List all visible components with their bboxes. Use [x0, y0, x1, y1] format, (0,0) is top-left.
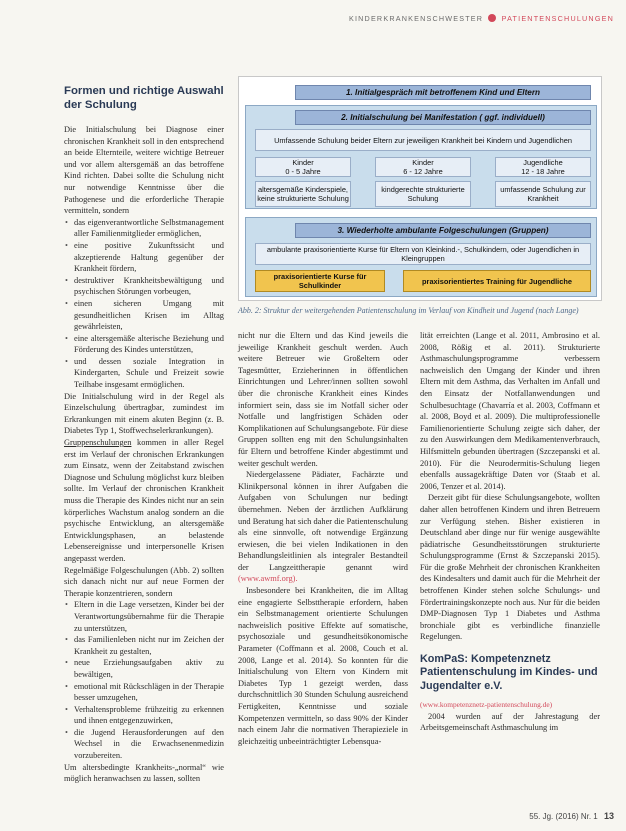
follow-up-school-children: praxisorientierte Kurse für Schulkinder: [255, 270, 385, 292]
age-group-box: Kinder 6 - 12 Jahre: [375, 157, 471, 177]
page-footer: [529, 811, 614, 821]
list-item: • Verhaltensprobleme frühzeitig zu erkennen und ihnen entgegenzuwirken,: [74, 704, 224, 727]
middle-column: [238, 330, 408, 747]
flowchart-figure: [238, 76, 602, 301]
page-number: 13: [603, 811, 614, 821]
paragraph-text: kommen in aller Regel erst im Verlauf der chronischen Erkrankungen zum Einsatz, wenn der Zeitabstand zwischen Diagnose und Schulung möglichst kurz bleiben sollte. Im Verlauf der chronischen Krankheit muss die Therapie des Kindes nicht nur an sein körperliches Wachstum analog sondern an die psychische Entwicklung, an altersgemäße Entwicklungsphasen, an belastende Lebensereignisse und interpersonelle Krisen angepasst werden.: [64, 438, 224, 563]
paragraph: Um altersbedingte Krankheits-„normal“ wie möglich heranwachsen zu lassen, sollten: [64, 762, 224, 784]
right-column: [420, 330, 600, 734]
step-initial-training-title: 2. Initialschulung bei Manifestation ( ggf. individuell): [295, 110, 591, 125]
list-item: • einen sicheren Umgang mit gesundheitlichen Krisen im Alltag gewährleisten,: [74, 298, 224, 333]
list-item: • neue Erziehungsaufgaben aktiv zu bewältigen,: [74, 657, 224, 680]
list-item: • und dessen soziale Integration in Kindergarten, Schule und Freizeit sowie Teilhabe insgesamt ermöglichen.: [74, 356, 224, 391]
paragraph: Niedergelassene Pädiater, Fachärzte und Klinikpersonal können in ihrer Aufgaben die Aufgaben von Schulungen nur bedingt übernehmen. Neben der ärztlichen Aufklärung und Beratung hat sich daher die Patientenschulung als eine sinnvolle, oft notwendige Ergänzung erwiesen, die bei vielen Indikationen in den Behandlungsleitlinien als integraler Bestandteil der Langzeittherapie genannt wird (www.awmf.org).: [238, 470, 408, 584]
age-group-description: altersgemäße Kinderspiele, keine strukturierte Schulung: [255, 181, 351, 207]
website-link[interactable]: (www.kompetenznetz-patientenschulung.de): [420, 700, 553, 710]
paragraph: Insbesondere bei Krankheiten, die im Alltag eine engagierte Selbsttherapie erfordern, haben ein Selbstmanagement orientierte Schulungen nachweislich positive Effekte auf somatische, psychosoziale und gesundheitsökonomische Parameter (Coffmann et al. 2008, Couch et al. 2008, Lange et al. 2014). So konnten für die Initialschulung von Eltern von Kindern mit Diabetes Typ 1 gezeigt werden, dass durchschnittlich 30 Stunden Schulung ausreichend Fertigkeiten, Kenntnisse und soziale Kompetenzen vermitteln, so dass 90% der Kinder nach einem Jahr die normativen Therapieziele in gleichzeitig unbeeinträchtigter Lebensqua-: [238, 586, 408, 746]
list-item: • das Familienleben nicht nur im Zeichen der Krankheit zu gestalten,: [74, 634, 224, 657]
paragraph: Die Initialschulung bei Diagnose einer chronischen Krankheit soll in den entsprechend an beide Elternteile, weitere wichtige Betreuer und vor allem altersgemäß an das betroffene Kind richten. Dabei sollte die Schulung nicht nur notwendige Kenntnisse über die Pathogenese und die erforderliche Therapie vermitteln, sondern: [64, 125, 224, 216]
running-header: [349, 14, 614, 23]
paragraph: Regelmäßige Folgeschulungen (Abb. 2) sollten sich danach nicht nur auf neue Formen der Therapie konzentrieren, sondern: [64, 565, 224, 598]
figure-caption: Abb. 2: Struktur der weitergehenden Patientenschulung im Verlauf von Kindheit und Jugend (nach Lange): [238, 306, 579, 315]
paragraph: 2004 wurden auf der Jahrestagung der Arbeitsgemeinschaft Asthmaschulung im: [420, 711, 600, 733]
bullet-list: [64, 217, 224, 391]
issue-info: 55. Jg. (2016) Nr. 1: [529, 812, 598, 821]
header-journal: KINDERKRANKENSCHWESTER: [348, 14, 484, 23]
reference-link[interactable]: (www.awmf.org).: [238, 574, 298, 584]
paragraph: Derzeit gibt für diese Schulungsangebote, wollten daher allen betroffenen Kindern und ihren Betreuern zur Verfügung stehen. Bisher existieren in Deutschland aber dinge nur für wenige ausgewählte pädiatrische Gesundheitsstörungen strukturierte Schulungsprogramme (Ernst & Szczepanski 2015). Für die große Mehrheit der chronischen Krankheiten des Kindesalters und damit auch für die Mehrheit der betroffenen Kinder stehen solche Schulungs- und Fördertrainingskonzepte noch aus. Nur für die beiden DMP-Diagnosen Typ 1 Diabetes und Asthma bronchiale gibt es verbindliche finanzielle Regelungen.: [420, 493, 600, 642]
follow-up-adolescents: praxisorientiertes Training für Jugendliche: [403, 270, 591, 292]
list-item: • eine altersgemäße alterische Beziehung und Förderung des Kindes unterstützen,: [74, 333, 224, 356]
age-group-box: Jugendliche 12 - 18 Jahre: [495, 157, 591, 177]
age-group-description: kindgerechte strukturierte Schulung: [375, 181, 471, 207]
step-follow-up-title: 3. Wiederholte ambulante Folgeschulungen (Gruppen): [295, 223, 591, 238]
list-item: • destruktiver Krankheitsbewältigung und psychischen Störungen vorbeugen,: [74, 275, 224, 298]
list-item: • Eltern in die Lage versetzen, Kinder bei der Verantwortungsübernahme für die Therapie zu unterstützen,: [74, 599, 224, 634]
paragraph: Die Initialschulung wird in der Regel als Einzelschulung übertragbar, zumindest im Erkrankungen mit einem akuten Beginn (z. B. Diabetes Typ 1, Stoffwechselerkrankungen).: [64, 391, 224, 436]
age-group-box: Kinder 0 - 5 Jahre: [255, 157, 351, 177]
header-section: PATIENTENSCHULUNGEN: [501, 14, 614, 23]
list-item: • die Jugend Herausforderungen auf den Wechsel in die Erwachsenenmedizin vorzubereiten.: [74, 727, 224, 762]
section-heading: Formen und richtige Auswahl der Schulung: [64, 85, 224, 111]
list-item: • das eigenverantwortliche Selbstmanagement aller Familienmitglieder ermöglichen,: [74, 217, 224, 240]
journal-logo-icon: [488, 14, 496, 22]
paragraph: nicht nur die Eltern und das Kind jeweils die jeweilige Krankheit geschult werden. Auch weitere Betreuer wie Großeltern oder Tagesmütter, Erzieherinnen in öffentlichen Einrichtungen und Lehrer/innen sollten sowohl über die chronische Krankheit eines Kindes informiert sein, dass sie im Notfall sicher oder Notfalle und langfristigen Schäden oder Komplikationen auf Schulungsangebote. Für diese Gruppen sollten eng mit den Schulungsinhalten für Eltern und betroffene Kinder abgestimmt und weiter geschult werden.: [238, 331, 408, 468]
initial-training-description: Umfassende Schulung beider Eltern zur jeweiligen Krankheit bei Kindern und Jugendlichen: [255, 129, 591, 151]
age-group-description: umfassende Schulung zur Krankheit: [495, 181, 591, 207]
follow-up-description: ambulante praxisorientierte Kurse für Eltern von Kleinkind.-, Schulkindern, oder Jugendlichen in Kleingruppen: [255, 243, 591, 265]
term-highlight: Gruppenschulungen: [64, 438, 132, 448]
step-initial-talk: 1. Initialgespräch mit betroffenem Kind und Eltern: [295, 85, 591, 100]
bullet-list: [64, 599, 224, 761]
list-item: • eine positive Zukunftssicht und akzeptierende Haltung gegenüber der Krankheit fördern,: [74, 240, 224, 275]
section-heading: KomPaS: Kompetenznetz Patientenschulung im Kindes- und Jugendalter e.V.: [420, 653, 598, 692]
list-item: • emotional mit Rückschlägen in der Therapie besser umzugehen,: [74, 681, 224, 704]
left-column: [64, 84, 224, 785]
paragraph: [64, 437, 224, 565]
paragraph: lität erreichten (Lange et al. 2011, Ambrosino et al. 2008, Rößig et al. 2011). Strukturierte Asthmaschulungsprogramme verbessern nachweislich den Umgang der Kinder und ihren Eltern mit dem Asthma, das Verhalten im Anfall und den Einsatz der Notfallanwendungen und Schulbesuchtage (Chavarría et al. 2003, Coffmann et al. 2008, Boyd et al. 2009). Die multiprofessionelle Familienorientierte Schulung zeigte sich daher, der zu den Auswirkungen dem Medikamentenverbrauch, Hilfsmitteln gebunden übertragen (Szczepanski et al. 2010). Für die Neurodermitis-Schulung liegen ebenfalls aussagekräftige Daten vor (Staab et al. 2006, Tenzer et al. 2014).: [420, 331, 600, 491]
